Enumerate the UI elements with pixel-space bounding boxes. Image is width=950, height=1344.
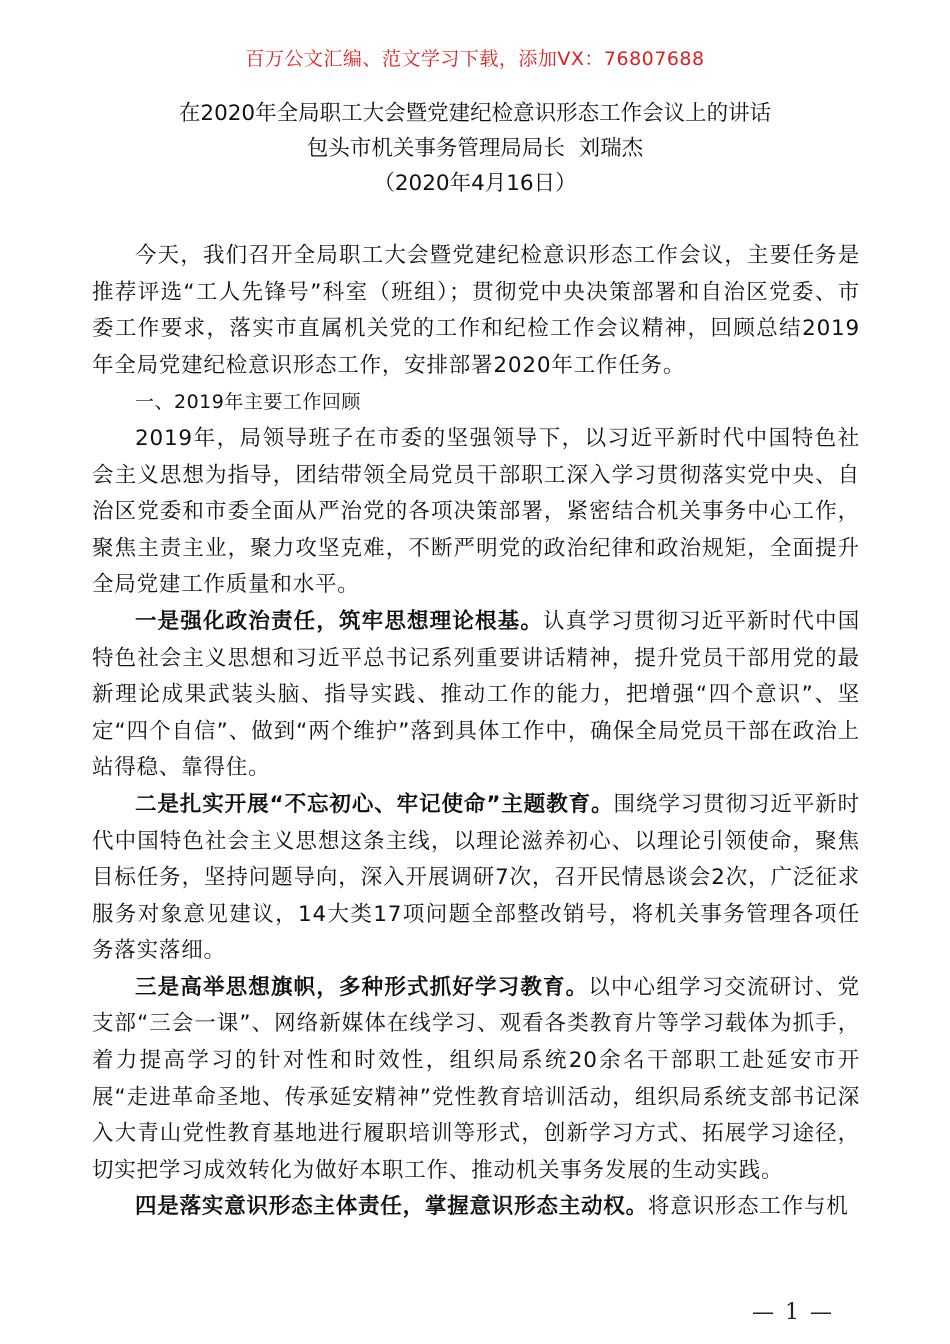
item-paragraph-3: [92, 970, 860, 1190]
item-1-lead: 一是强化政治责任，筑牢思想理论根基。: [135, 608, 544, 634]
item-2-text: 围绕学习贯彻习近平新时代中国特色社会主义思想这条主线，以理论滋养初心、以理论引领使命，聚焦目标任务，坚持问题导向，深入开展调研7次，召开民情恳谈会2次，广泛征求服务对象意见建议，14大类17项问题全部整改销号，将机关事务管理各项任务落实落细。: [92, 791, 860, 964]
document-title-block: [0, 96, 950, 201]
item-3-text: 以中心组学习交流研讨、党支部“三会一课”、网络新媒体在线学习、观看各类教育片等学习载体为抓手，着力提高学习的针对性和时效性，组织局系统20余名干部职工赴延安市开展“走进革命圣地、传承延安精神”党性教育培训活动，组织局系统支部书记深入大青山党性教育基地进行履职培训等形式，创新学习方式、拓展学习途径，切实把学习成效转化为做好本职工作、推动机关事务发展的生动实践。: [92, 974, 860, 1183]
document-body: [92, 238, 860, 1226]
page-number: — 1 —: [752, 1300, 834, 1325]
item-paragraph-4: [92, 1189, 860, 1226]
section-paragraph: 2019年，局领导班子在市委的坚强领导下，以习近平新时代中国特色社会主义思想为指导，团结带领全局党员干部职工深入学习贯彻落实党中央、自治区党委和市委全面从严治党的各项决策部署，紧密结合机关事务中心工作，聚焦主责主业，聚力攻坚克难，不断严明党的政治纪律和政治规矩，全面提升全局党建工作质量和水平。: [92, 425, 860, 598]
speech-date: （2020年4月16日）: [373, 171, 577, 196]
item-3-lead: 三是高举思想旗帜，多种形式抓好学习教育。: [135, 974, 589, 1000]
header-banner: 百万公文汇编、范文学习下载，添加VX：76807688: [245, 48, 705, 70]
item-paragraph-1: [92, 604, 860, 787]
section-heading: 一、2019年主要工作回顾: [135, 391, 361, 414]
item-4-text: 将意识形态工作与机: [647, 1194, 849, 1220]
speech-title: 在2020年全局职工大会暨党建纪检意识形态工作会议上的讲话: [178, 101, 772, 126]
item-paragraph-2: [92, 787, 860, 970]
item-4-lead: 四是落实意识形态主体责任，掌握意识形态主动权。: [135, 1194, 648, 1220]
item-1-text: 认真学习贯彻习近平新时代中国特色社会主义思想和习近平总书记系列重要讲话精神，提升党员干部用党的最新理论成果武装头脑、指导实践、推动工作的能力，把增强“四个意识”、坚定“四个自信”、做到“两个维护”落到具体工作中，确保全局党员干部在政治上站得稳、靠得住。: [92, 608, 860, 781]
speaker-line: 包头市机关事务管理局局长 刘瑞杰: [306, 136, 644, 161]
intro-paragraph: 今天，我们召开全局职工大会暨党建纪检意识形态工作会议，主要任务是推荐评选“工人先锋号”科室（班组）；贯彻党中央决策部署和自治区党委、市委工作要求，落实市直属机关党的工作和纪检工作会议精神，回顾总结2019年全局党建纪检意识形态工作，安排部署2020年工作任务。: [92, 243, 860, 378]
item-2-lead: 二是扎实开展“不忘初心、牢记使命”主题教育。: [135, 791, 614, 817]
